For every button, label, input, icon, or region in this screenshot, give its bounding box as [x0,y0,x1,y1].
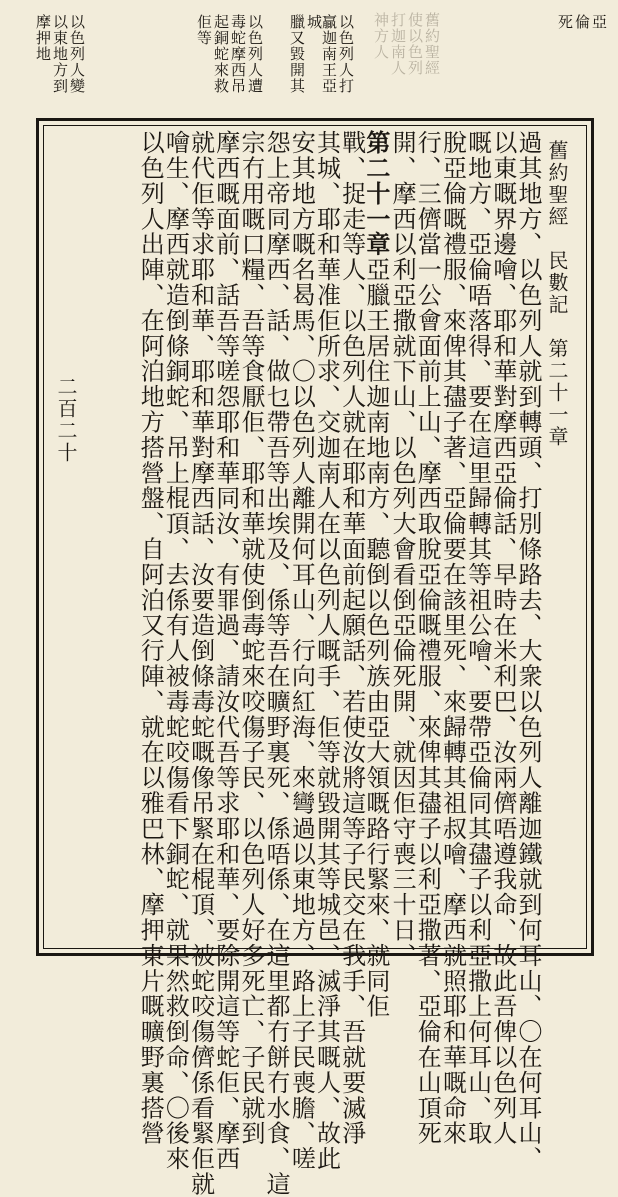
page-number: 二百二十 [54,376,78,464]
margin-notes-area [0,0,618,118]
page-frame [36,118,594,1197]
margin-note-destroy-city: 城 臘又毀開其 [288,14,323,94]
text-column-4: 脫亞倫嘅禮服、來俾其孻子著、亞倫要在該里死、來歸轉其祖叔噲、摩西就照耶和華嘅命來 [438,130,467,1146]
margin-note-israel-suffer: 以色列人遭 [246,14,264,94]
text-column-7: 戰、捉走等人、以色列人就在耶和華面前起願話、若使汝將這等子民交在我手、吾就要滅淨 [337,130,366,1146]
chapter-mark: 第二十一章 [361,130,391,257]
text-column-2: 以東嘅界邊噲、耶和華對摩西亞倫話、早時在米利巴、汝兩儕唔遵我命、故此吾俾以色列人 [488,130,517,1146]
running-title: 舊約聖經 民數記 第二十一章 [545,140,569,448]
chapter-intro: 亞臘王居住迦南地南方、聽倒以色列族由亞大領嘅路行緊來、就同佢 [361,257,390,1019]
text-column-15: 以色列人出陣、在阿泊地方搭營盤、自阿泊又行陣、就在以雅巴林、摩押東片嘅曠野裏搭營 [136,130,165,1146]
margin-note-journey-moab: 以色列人變 以東地方到 摩押地 [34,14,86,94]
text-column-6: 開、摩西以利亞撒就下山、以色列大會看倒亞倫死開、就因佢守喪三十日、 [388,130,417,969]
body-columns [88,130,542,1197]
margin-note-aaron-death: 亞 倫 死 [556,14,608,30]
text-column-10: 怨上帝同摩西、話、做乜帶吾等出埃及、係等吾在曠野裏死、係唔係、在這里都冇餅冇水食、這 [262,130,291,1197]
margin-note-victory-arad: 以色列人打 贏迦南王亞 [320,14,355,94]
text-column-11: 宗冇用嘅口糧、吾等食厭佢、耶和華就使倒毒蛇來咬傷子民、以色列人好多死亡、子民就到 [236,130,265,1146]
text-column-1: 過其地方、以色列人就到轉頭、打別條路去、大衆以色列人離迦鐵就到何耳山、〇在何耳山、 [514,130,542,1172]
text-column-5: 行、三儕當一公會面前上山、摩西取脫亞倫嘅禮服、來俾其孻子以利亞撒著、亞倫在山頂死 [413,130,442,1146]
text-column-3: 嘅地方、亞倫唔落得、要在這里歸轉其等祖公噲、要帶亞倫同其孻子以利亞撒上何耳山、取 [463,130,492,1146]
text-column-8: 其城、耶和華准佢所求、交迦南人在以色列人嘅手、佢等就毀開其等城邑、滅淨其嘅人、故此 [312,130,341,1172]
text-block [43,125,587,1197]
text-column-12: 摩西嘅面前、話吾等嗟怨耶和華同汝、有罪過、請汝代吾等求耶和華、要除開這等蛇佢、摩西 [211,130,240,1172]
margin-note-bronze-serpent: 毒蛇摩西吊 起銅蛇來救 佢等 [195,14,247,94]
text-column-9: 安其地方嘅名曷馬、〇以色列人離開何耳山、行向紅海、來彎過以東地方、路上子民喪膽、嗟 [287,130,316,1172]
chapter-heading-column [361,130,391,1019]
faded-bleed-through-text: 舊約聖經 使以色列 打迦南人 神方人 [372,12,441,76]
text-column-14: 噲生、摩西就造倒條銅蛇、吊上棍頂、去係有人被毒蛇咬傷看下銅蛇、就果然救倒命、〇後來 [161,130,190,1172]
text-column-13: 就代佢等求耶和華、耶和華對摩西話、汝要造倒條毒蛇嘅像吊緊在棍頂、被蛇咬傷儕係看緊佢就 [186,130,215,1197]
